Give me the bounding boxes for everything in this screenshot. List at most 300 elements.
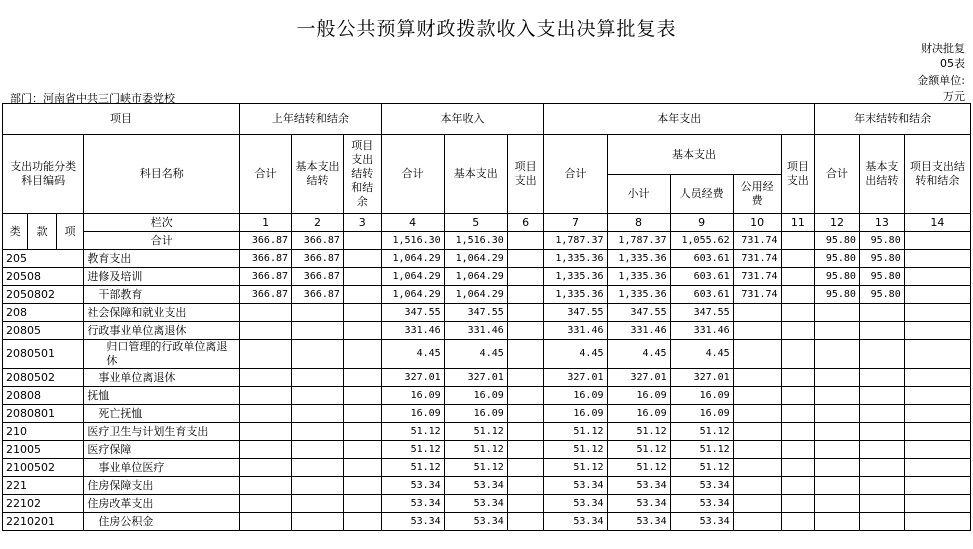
total-value (904, 232, 970, 250)
row-value (904, 459, 970, 477)
row-value: 366.87 (292, 286, 344, 304)
row-value (343, 423, 381, 441)
row-value (733, 340, 781, 369)
row-value: 331.46 (607, 322, 670, 340)
row-value (507, 286, 544, 304)
row-value: 51.12 (670, 459, 733, 477)
row-value (781, 250, 815, 268)
row-value (815, 322, 860, 340)
header-prev-project: 项目支出结转和结余 (343, 135, 381, 214)
header-kuan: 款 (28, 214, 56, 250)
row-value (815, 495, 860, 513)
row-value (781, 441, 815, 459)
row-value (815, 441, 860, 459)
row-value: 53.34 (544, 477, 607, 495)
row-value: 16.09 (607, 405, 670, 423)
row-value: 331.46 (444, 322, 507, 340)
row-value (292, 423, 344, 441)
row-value: 4.45 (670, 340, 733, 369)
row-code: 205 (3, 250, 84, 268)
total-value: 95.80 (859, 232, 904, 250)
total-value: 1,787.37 (544, 232, 607, 250)
row-value (859, 369, 904, 387)
row-value: 331.46 (670, 322, 733, 340)
row-value (859, 423, 904, 441)
column-number: 13 (859, 214, 904, 232)
row-value: 603.61 (670, 268, 733, 286)
row-value: 51.12 (381, 441, 444, 459)
row-value (815, 387, 860, 405)
row-value: 16.09 (670, 387, 733, 405)
row-value (733, 322, 781, 340)
row-value (507, 369, 544, 387)
row-subject-name: 归口管理的行政单位离退休 (84, 340, 240, 369)
row-value: 51.12 (607, 423, 670, 441)
row-subject-name: 医疗卫生与计划生育支出 (84, 423, 240, 441)
row-value: 95.80 (815, 286, 860, 304)
row-value: 16.09 (381, 405, 444, 423)
row-value (904, 405, 970, 423)
row-value (240, 441, 292, 459)
row-code: 221 (3, 477, 84, 495)
row-value (904, 340, 970, 369)
table-row (3, 387, 971, 405)
row-value (781, 495, 815, 513)
row-value: 53.34 (381, 513, 444, 531)
row-subject-name: 住房改革支出 (84, 495, 240, 513)
column-number: 2 (292, 214, 344, 232)
row-value: 51.12 (444, 423, 507, 441)
row-value (859, 495, 904, 513)
header-end-total: 合计 (815, 135, 860, 214)
row-value: 53.34 (444, 477, 507, 495)
row-value: 4.45 (444, 340, 507, 369)
row-value (343, 513, 381, 531)
row-value (292, 340, 344, 369)
row-value (292, 322, 344, 340)
header-prev-basic: 基本支出结转 (292, 135, 344, 214)
row-value (507, 459, 544, 477)
row-value (292, 459, 344, 477)
row-code: 208 (3, 304, 84, 322)
row-value: 366.87 (240, 286, 292, 304)
table-row (3, 495, 971, 513)
row-value (343, 304, 381, 322)
row-value: 1,064.29 (444, 286, 507, 304)
row-value: 1,335.36 (544, 286, 607, 304)
row-value: 366.87 (292, 268, 344, 286)
row-code: 2080801 (3, 405, 84, 423)
header-lei: 类 (3, 214, 28, 250)
row-value (733, 369, 781, 387)
page-title: 一般公共预算财政拨款收入支出决算批复表 (296, 18, 677, 40)
row-value: 95.80 (859, 250, 904, 268)
row-value (904, 441, 970, 459)
row-value (781, 268, 815, 286)
row-value: 1,335.36 (607, 250, 670, 268)
table-row (3, 268, 971, 286)
row-value (815, 340, 860, 369)
row-value (240, 459, 292, 477)
row-value: 51.12 (544, 441, 607, 459)
row-value (904, 322, 970, 340)
row-value (859, 304, 904, 322)
department: 部门：河南省中共三门峡市委党校 (10, 92, 175, 105)
row-value: 327.01 (381, 369, 444, 387)
row-value (507, 322, 544, 340)
total-value: 731.74 (733, 232, 781, 250)
row-value (343, 286, 381, 304)
row-value (781, 322, 815, 340)
row-value (507, 477, 544, 495)
row-value: 16.09 (607, 387, 670, 405)
doc-code: 财决批复 (921, 42, 965, 55)
row-value: 347.55 (607, 304, 670, 322)
row-value (781, 387, 815, 405)
header-curr-expense: 本年支出 (544, 104, 815, 135)
header-prev-total: 合计 (240, 135, 292, 214)
row-value (292, 405, 344, 423)
row-value: 347.55 (544, 304, 607, 322)
row-value: 347.55 (670, 304, 733, 322)
header-prev-carry: 上年结转和结余 (240, 104, 381, 135)
row-value: 51.12 (381, 423, 444, 441)
row-value (240, 340, 292, 369)
table-row (3, 513, 971, 531)
row-value (292, 477, 344, 495)
row-code: 2080502 (3, 369, 84, 387)
row-value (733, 304, 781, 322)
column-number: 12 (815, 214, 860, 232)
row-value (240, 369, 292, 387)
row-value: 603.61 (670, 286, 733, 304)
row-value: 1,064.29 (381, 286, 444, 304)
total-value: 1,516.30 (381, 232, 444, 250)
row-value (343, 268, 381, 286)
row-value (733, 405, 781, 423)
row-value (859, 441, 904, 459)
total-value (507, 232, 544, 250)
row-value: 603.61 (670, 250, 733, 268)
row-value: 1,335.36 (607, 286, 670, 304)
row-value (733, 477, 781, 495)
row-value (815, 304, 860, 322)
row-value (343, 441, 381, 459)
row-value (507, 441, 544, 459)
row-value (815, 513, 860, 531)
row-code: 21005 (3, 441, 84, 459)
header-income-basic: 基本支出 (444, 135, 507, 214)
row-value: 1,335.36 (607, 268, 670, 286)
row-value (292, 495, 344, 513)
row-value: 95.80 (859, 286, 904, 304)
row-value (904, 268, 970, 286)
row-subject-name: 事业单位离退休 (84, 369, 240, 387)
row-value (859, 459, 904, 477)
column-number: 6 (507, 214, 544, 232)
header-curr-income: 本年收入 (381, 104, 544, 135)
row-value (507, 495, 544, 513)
row-value: 53.34 (670, 477, 733, 495)
total-value: 1,055.62 (670, 232, 733, 250)
row-code: 2210201 (3, 513, 84, 531)
row-value: 327.01 (607, 369, 670, 387)
row-value (781, 304, 815, 322)
row-value: 327.01 (670, 369, 733, 387)
row-value: 16.09 (544, 387, 607, 405)
table-row (3, 477, 971, 495)
row-value (859, 387, 904, 405)
row-value (904, 369, 970, 387)
row-value: 51.12 (444, 459, 507, 477)
row-value: 347.55 (381, 304, 444, 322)
column-number: 5 (444, 214, 507, 232)
row-value: 1,064.29 (381, 268, 444, 286)
row-subject-name: 住房保障支出 (84, 477, 240, 495)
total-label: 合计 (84, 232, 240, 250)
row-value: 51.12 (381, 459, 444, 477)
header-year-end: 年末结转和结余 (815, 104, 971, 135)
row-subject-name: 社会保障和就业支出 (84, 304, 240, 322)
row-code: 20508 (3, 268, 84, 286)
header-item: 项目 (3, 104, 240, 135)
row-subject-name: 住房公积金 (84, 513, 240, 531)
column-number: 7 (544, 214, 607, 232)
row-value (240, 387, 292, 405)
row-value (815, 405, 860, 423)
row-value: 366.87 (240, 250, 292, 268)
row-subject-name: 事业单位医疗 (84, 459, 240, 477)
row-value (292, 387, 344, 405)
row-value (507, 268, 544, 286)
row-value: 95.80 (815, 250, 860, 268)
row-value (781, 286, 815, 304)
row-value: 331.46 (544, 322, 607, 340)
row-value (733, 495, 781, 513)
row-value: 327.01 (544, 369, 607, 387)
row-value (904, 423, 970, 441)
row-value (292, 369, 344, 387)
table-row (3, 405, 971, 423)
header-expense-total: 合计 (544, 135, 607, 214)
row-value: 731.74 (733, 268, 781, 286)
row-value (904, 477, 970, 495)
header-lanci: 栏次 (84, 214, 240, 232)
row-value (859, 513, 904, 531)
row-value (507, 423, 544, 441)
row-value (781, 477, 815, 495)
row-value (904, 495, 970, 513)
row-value: 1,064.29 (381, 250, 444, 268)
table-number: 05表 (940, 57, 965, 70)
row-value (904, 304, 970, 322)
total-value: 1,787.37 (607, 232, 670, 250)
row-value: 366.87 (240, 268, 292, 286)
row-value (343, 495, 381, 513)
row-value: 53.34 (607, 477, 670, 495)
row-value (507, 250, 544, 268)
header-personnel: 人员经费 (670, 175, 733, 214)
row-value (240, 423, 292, 441)
header-func-code: 支出功能分类科目编码 (3, 135, 84, 214)
row-value (343, 387, 381, 405)
column-number: 14 (904, 214, 970, 232)
row-value (343, 322, 381, 340)
unit-value: 万元 (943, 90, 965, 103)
row-value: 53.34 (670, 513, 733, 531)
header-xiang: 项 (56, 214, 83, 250)
table-row (3, 423, 971, 441)
row-value: 53.34 (381, 477, 444, 495)
row-value (859, 405, 904, 423)
total-value: 1,516.30 (444, 232, 507, 250)
row-value (904, 250, 970, 268)
row-value: 53.34 (670, 495, 733, 513)
row-value: 95.80 (859, 268, 904, 286)
row-value (507, 387, 544, 405)
row-value (815, 459, 860, 477)
row-value: 53.34 (607, 513, 670, 531)
row-value: 331.46 (381, 322, 444, 340)
row-value: 51.12 (607, 459, 670, 477)
appropriation-table (2, 103, 971, 531)
column-number: 8 (607, 214, 670, 232)
row-value (781, 459, 815, 477)
total-value (343, 232, 381, 250)
row-subject-name: 医疗保障 (84, 441, 240, 459)
row-value (859, 340, 904, 369)
row-value: 53.34 (544, 513, 607, 531)
total-value (781, 232, 815, 250)
column-number: 1 (240, 214, 292, 232)
column-number: 10 (733, 214, 781, 232)
header-end-basic: 基本支出结转 (859, 135, 904, 214)
row-value: 731.74 (733, 286, 781, 304)
row-value: 51.12 (607, 441, 670, 459)
row-value (343, 477, 381, 495)
row-value (343, 340, 381, 369)
row-value: 4.45 (381, 340, 444, 369)
row-value (240, 513, 292, 531)
row-value: 53.34 (607, 495, 670, 513)
header-expense-basic: 基本支出 (607, 135, 781, 175)
row-code: 210 (3, 423, 84, 441)
row-value (904, 286, 970, 304)
table-row (3, 441, 971, 459)
row-value (733, 423, 781, 441)
column-number: 3 (343, 214, 381, 232)
row-value (507, 340, 544, 369)
header-income-total: 合计 (381, 135, 444, 214)
row-value: 16.09 (381, 387, 444, 405)
row-value: 51.12 (444, 441, 507, 459)
table-row (3, 369, 971, 387)
row-value (733, 387, 781, 405)
row-code: 20808 (3, 387, 84, 405)
row-value: 16.09 (444, 405, 507, 423)
row-value (781, 369, 815, 387)
column-number: 4 (381, 214, 444, 232)
row-value (343, 369, 381, 387)
table-row (3, 250, 971, 268)
row-subject-name: 教育支出 (84, 250, 240, 268)
row-value: 1,335.36 (544, 268, 607, 286)
row-code: 2080501 (3, 340, 84, 369)
row-value (507, 304, 544, 322)
row-value: 1,335.36 (544, 250, 607, 268)
table-row (3, 286, 971, 304)
row-value (292, 304, 344, 322)
row-value (781, 423, 815, 441)
row-value: 327.01 (444, 369, 507, 387)
row-value: 53.34 (444, 513, 507, 531)
row-value: 51.12 (544, 459, 607, 477)
row-value (781, 405, 815, 423)
table-row (3, 322, 971, 340)
row-value: 1,064.29 (444, 250, 507, 268)
row-subject-name: 抚恤 (84, 387, 240, 405)
header-end-project: 项目支出结转和结余 (904, 135, 970, 214)
table-row (3, 304, 971, 322)
row-value: 53.34 (381, 495, 444, 513)
row-value (240, 322, 292, 340)
row-value (343, 459, 381, 477)
total-value: 366.87 (240, 232, 292, 250)
row-value: 53.34 (544, 495, 607, 513)
total-value: 366.87 (292, 232, 344, 250)
row-value (781, 340, 815, 369)
row-value: 366.87 (292, 250, 344, 268)
row-code: 2100502 (3, 459, 84, 477)
row-value (859, 477, 904, 495)
row-value (507, 405, 544, 423)
table-row (3, 459, 971, 477)
row-value: 51.12 (670, 423, 733, 441)
header-expense-project: 项目支出 (781, 135, 815, 214)
total-value: 95.80 (815, 232, 860, 250)
row-subject-name: 进修及培训 (84, 268, 240, 286)
row-value (859, 322, 904, 340)
row-value: 4.45 (607, 340, 670, 369)
row-subject-name: 干部教育 (84, 286, 240, 304)
row-value (507, 513, 544, 531)
row-value: 51.12 (670, 441, 733, 459)
row-value (815, 423, 860, 441)
row-value: 16.09 (670, 405, 733, 423)
row-value (904, 513, 970, 531)
row-value (733, 459, 781, 477)
header-public: 公用经费 (733, 175, 781, 214)
row-value: 51.12 (544, 423, 607, 441)
row-code: 2050802 (3, 286, 84, 304)
row-value (292, 441, 344, 459)
header-subtotal: 小计 (607, 175, 670, 214)
row-value (240, 495, 292, 513)
row-value (343, 250, 381, 268)
row-value: 16.09 (444, 387, 507, 405)
row-subject-name: 死亡抚恤 (84, 405, 240, 423)
row-value (815, 477, 860, 495)
table-row (3, 340, 971, 369)
row-value (240, 304, 292, 322)
row-value: 95.80 (815, 268, 860, 286)
row-value: 347.55 (444, 304, 507, 322)
row-value (733, 513, 781, 531)
row-value (343, 405, 381, 423)
header-subject-name: 科目名称 (84, 135, 240, 214)
unit-label: 金额单位: (917, 74, 965, 87)
row-value (781, 513, 815, 531)
